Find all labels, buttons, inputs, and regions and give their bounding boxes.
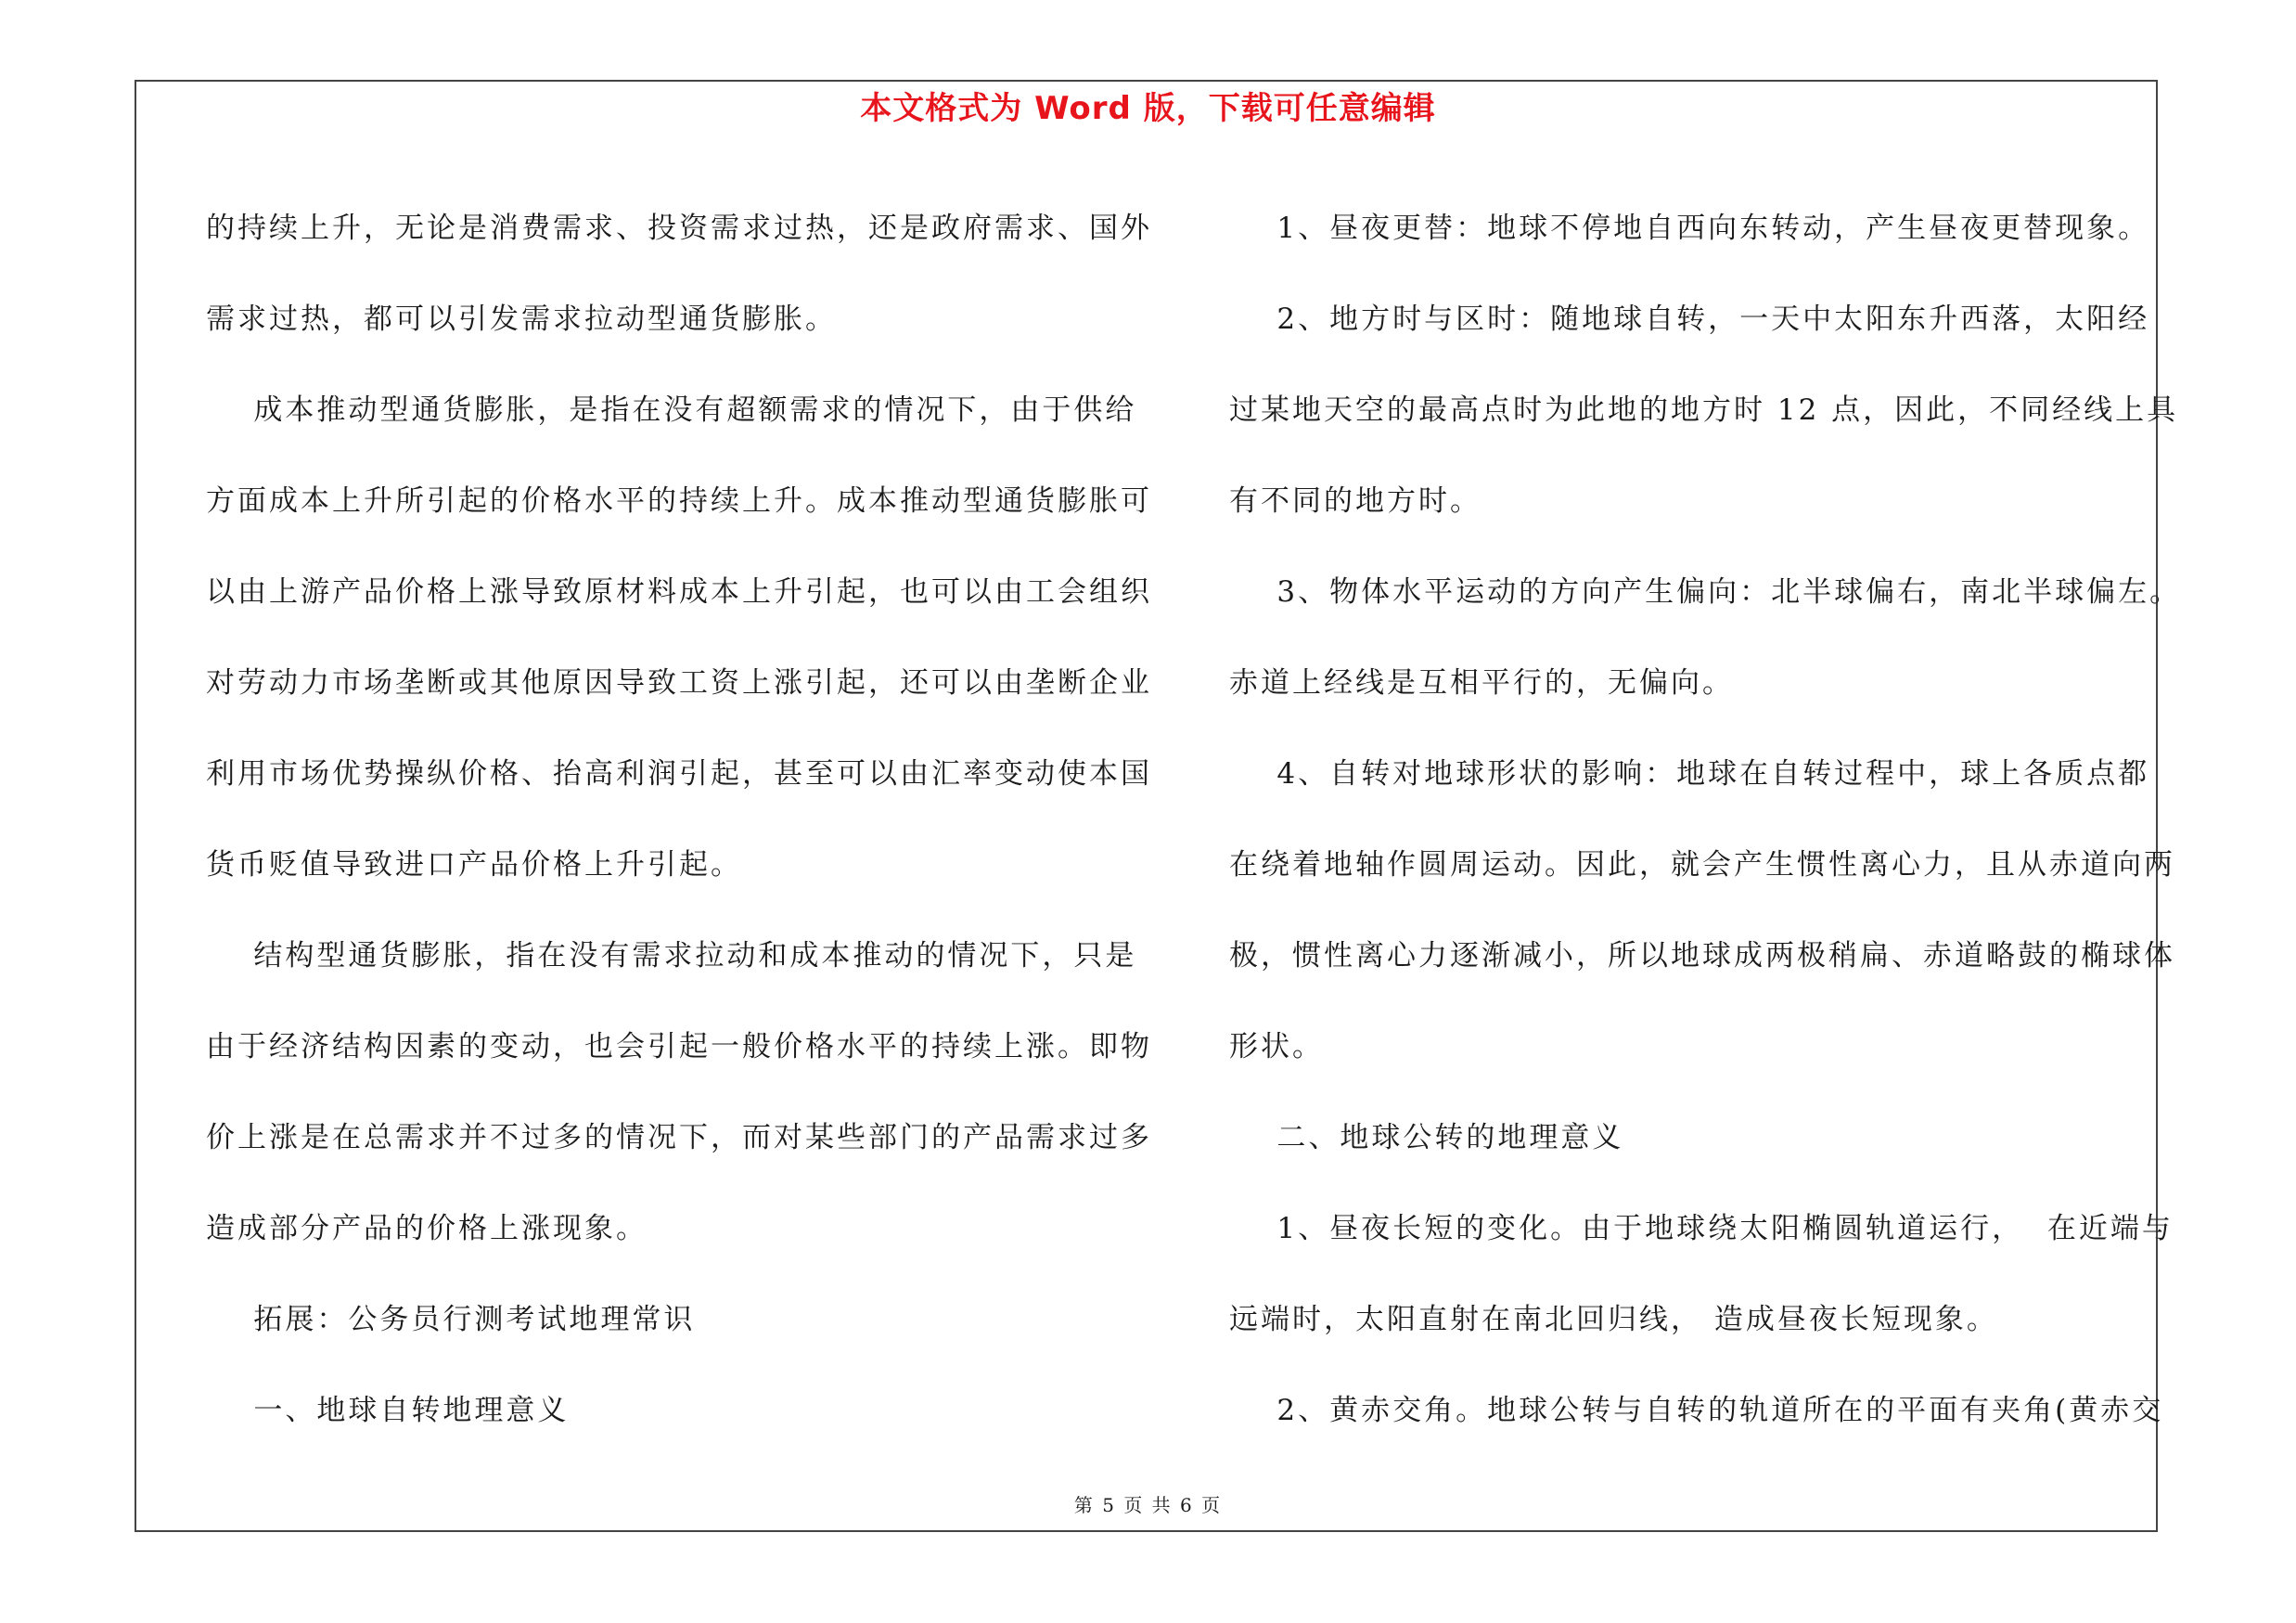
text-line: 有不同的地方时。	[1229, 484, 1481, 518]
text-line: 对劳动力市场垄断或其他原因导致工资上涨引起，还可以由垄断企业	[206, 666, 1152, 700]
text-line: 造成部分产品的价格上涨现象。	[206, 1212, 648, 1245]
text-line: 赤道上经线是互相平行的，无偏向。	[1229, 666, 1734, 700]
text-line: 2、黄赤交角。地球公转与自转的轨道所在的平面有夹角(黄赤交	[1229, 1394, 2164, 1427]
text-line: 过某地天空的最高点时为此地的地方时 12 点，因此，不同经线上具	[1229, 393, 2179, 427]
text-line: 以由上游产品价格上涨导致原材料成本上升引起，也可以由工会组织	[206, 575, 1152, 609]
text-line: 极，惯性离心力逐渐减小，所以地球成两极稍扁、赤道略鼓的椭球体	[1229, 939, 2175, 973]
text-line: 4、自转对地球形状的影响：地球在自转过程中，球上各质点都	[1229, 757, 2150, 791]
text-line: 形状。	[1229, 1030, 1324, 1063]
section-heading: 拓展：公务员行测考试地理常识	[206, 1303, 696, 1336]
text-line: 远端时，太阳直射在南北回归线， 造成昼夜长短现象。	[1229, 1303, 1998, 1336]
left-text-column	[206, 183, 1152, 1456]
text-line: 由于经济结构因素的变动，也会引起一般价格水平的持续上涨。即物	[206, 1030, 1152, 1063]
format-notice-banner: 本文格式为 Word 版，下载可任意编辑	[860, 90, 1436, 127]
text-line: 3、物体水平运动的方向产生偏向：北半球偏右，南北半球偏左。	[1229, 575, 2182, 609]
text-line: 货币贬值导致进口产品价格上升引起。	[206, 848, 742, 882]
text-line: 的持续上升，无论是消费需求、投资需求过热，还是政府需求、国外	[206, 212, 1152, 245]
section-heading: 一、地球自转地理意义	[206, 1394, 570, 1427]
text-line: 1、昼夜长短的变化。由于地球绕太阳椭圆轨道运行， 在近端与	[1229, 1212, 2174, 1245]
text-line: 在绕着地轴作圆周运动。因此，就会产生惯性离心力，且从赤道向两	[1229, 848, 2175, 882]
page-number: 第 5 页 共 6 页	[1073, 1494, 1223, 1516]
text-line: 2、地方时与区时：随地球自转，一天中太阳东升西落，太阳经	[1229, 303, 2150, 336]
text-line: 方面成本上升所引起的价格水平的持续上升。成本推动型通货膨胀可	[206, 484, 1152, 518]
text-line: 1、昼夜更替：地球不停地自西向东转动，产生昼夜更替现象。	[1229, 212, 2150, 245]
text-line: 结构型通货膨胀，指在没有需求拉动和成本推动的情况下，只是	[206, 939, 1137, 973]
right-text-column	[1229, 183, 2182, 1456]
text-line: 价上涨是在总需求并不过多的情况下，而对某些部门的产品需求过多	[206, 1121, 1152, 1154]
text-line: 需求过热，都可以引发需求拉动型通货膨胀。	[206, 303, 837, 336]
section-heading: 二、地球公转的地理意义	[1229, 1121, 1624, 1154]
text-line: 利用市场优势操纵价格、抬高利润引起，甚至可以由汇率变动使本国	[206, 757, 1152, 791]
text-line: 成本推动型通货膨胀，是指在没有超额需求的情况下，由于供给	[206, 393, 1137, 427]
